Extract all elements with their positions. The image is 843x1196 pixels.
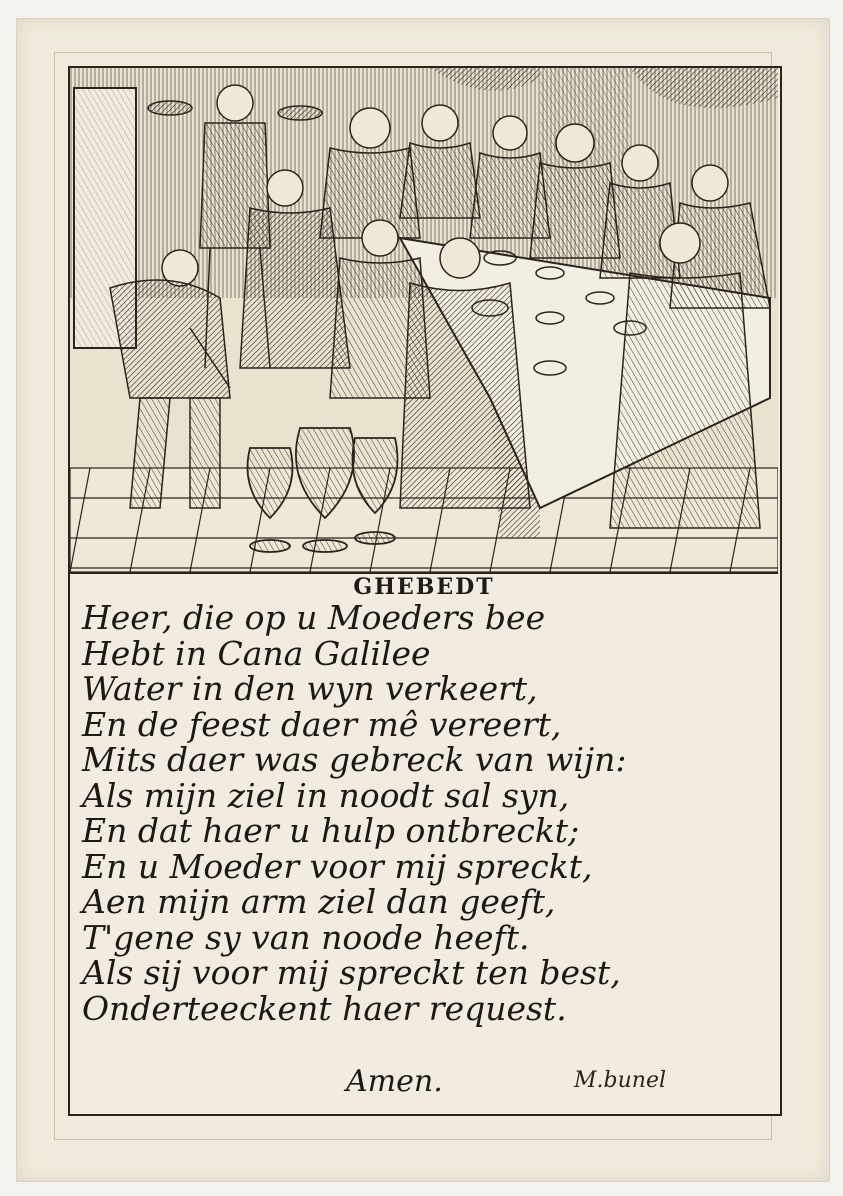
- verse-line: Mits daer was gebreck van wijn:: [82, 740, 627, 779]
- verse-line: Aen mijn arm ziel dan geeft,: [82, 882, 556, 921]
- verse-line: Als mijn ziel in noodt sal syn,: [82, 775, 570, 815]
- verse-line: En u Moeder voor mij spreckt,: [82, 846, 593, 886]
- verse-line: Onderteeckent haer request.: [82, 988, 567, 1028]
- closing-amen: Amen.: [346, 1064, 443, 1099]
- verse-line: T'gene sy van noode heeft.: [82, 917, 530, 957]
- engraved-illustration: [70, 68, 778, 574]
- verse-line: Heer, die op u Moeders bee: [82, 598, 546, 637]
- prayer-verse: [82, 600, 772, 1026]
- engraver-signature: M.bunel: [574, 1068, 666, 1093]
- verse-line: Als sij voor mij spreckt ten best,: [82, 953, 621, 992]
- prayer-title: GHEBEDT: [353, 574, 495, 600]
- verse-line: Water in den wyn verkeert,: [82, 669, 538, 708]
- verse-line: En dat haer u hulp ontbreckt;: [82, 811, 580, 850]
- verse-line: En de feest daer mê vereert,: [82, 704, 562, 744]
- verse-line: Hebt in Cana Galilee: [82, 633, 431, 673]
